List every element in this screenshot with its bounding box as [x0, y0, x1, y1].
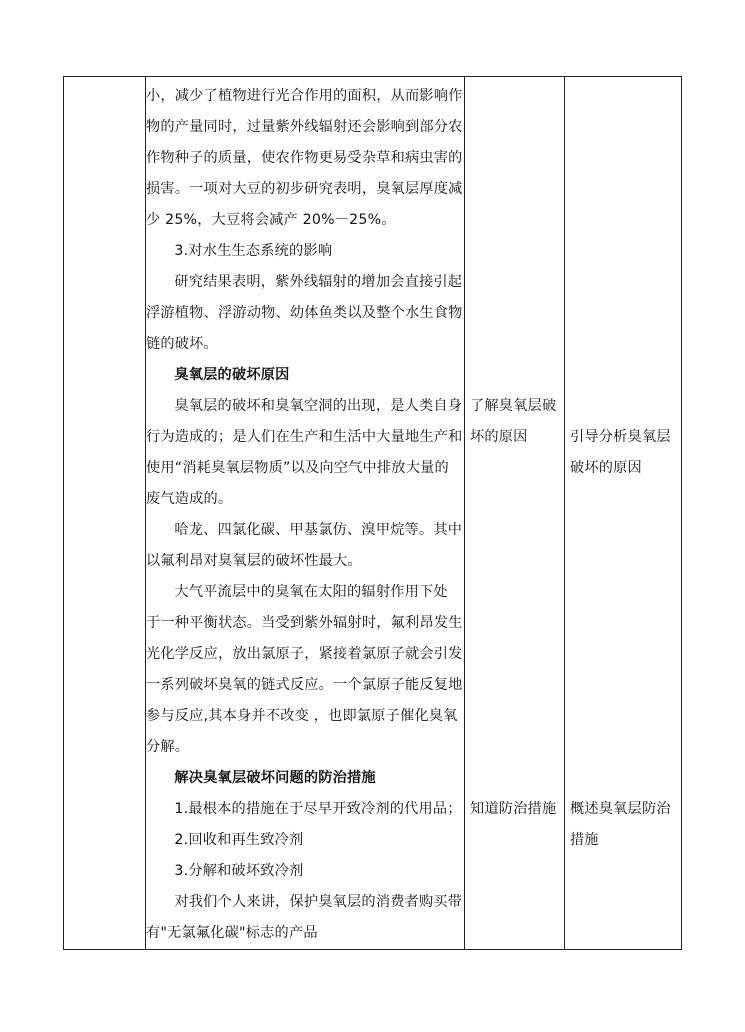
- list-item: 2.回收和再生致冷剂: [174, 832, 304, 848]
- goal-cell-measures: 知道防治措施: [470, 801, 557, 817]
- paragraph: 大气平流层中的臭氧在太阳的辐射作用下处 于一种平衡状态。当受到紫外辐射时，氟利昂发生 光化学反应，放出氯原子，紧接着氯原子就会引发 一系列破坏臭氧的链式反应。一个氯原子能反复地 参与反应,其本身并不改变 ，也即氯原子催化臭氧 分解。: [146, 584, 463, 755]
- section-heading: 解决臭氧层破坏问题的防治措施: [174, 770, 376, 786]
- subheading: 3.对水生生态系统的影响: [174, 243, 333, 259]
- list-item: 3.分解和破坏致冷剂: [174, 863, 304, 879]
- content-column: [146, 81, 464, 949]
- paragraph: 哈龙、四氯化碳、甲基氯仿、溴甲烷等。其中 以氟利昂对臭氧层的破坏性最大。: [146, 522, 463, 569]
- section-heading: 臭氧层的破坏原因: [174, 367, 290, 383]
- column-divider: [464, 77, 465, 949]
- lesson-table: [63, 76, 682, 950]
- list-item: 1.最根本的措施在于尽早开致冷剂的代用品；: [174, 801, 462, 817]
- paragraph: 研究结果表明，紫外线辐射的增加会直接引起 浮游植物、浮游动物、幼体鱼类以及整个水生食物 链的破坏。: [146, 274, 463, 352]
- column-divider: [564, 77, 565, 949]
- paragraph: 小，减少了植物进行光合作用的面积，从而影响作 物的产量同时，过量紫外线辐射还会影响到部分农 作物种子的质量，使农作物更易受杂草和病虫害的 损害。一项对大豆的初步研究表明，臭氧层厚度减 少 25%，大豆将会减产 20%－25%。: [146, 88, 463, 228]
- goal-cell-causes: 了解臭氧层破 坏的原因: [470, 398, 557, 445]
- teacher-cell-measures: 概述臭氧层防治 措施: [570, 801, 671, 848]
- paragraph: 对我们个人来讲，保护臭氧层的消费者购买带 有"无氯氟化碳"标志的产品: [146, 894, 463, 941]
- paragraph: 臭氧层的破坏和臭氧空洞的出现，是人类自身 行为造成的；是人们在生产和生活中大量地生产和 使用“消耗臭氧层物质”以及向空气中排放大量的 废气造成的。: [146, 398, 463, 507]
- teacher-cell-causes: 引导分析臭氧层 破坏的原因: [570, 429, 671, 476]
